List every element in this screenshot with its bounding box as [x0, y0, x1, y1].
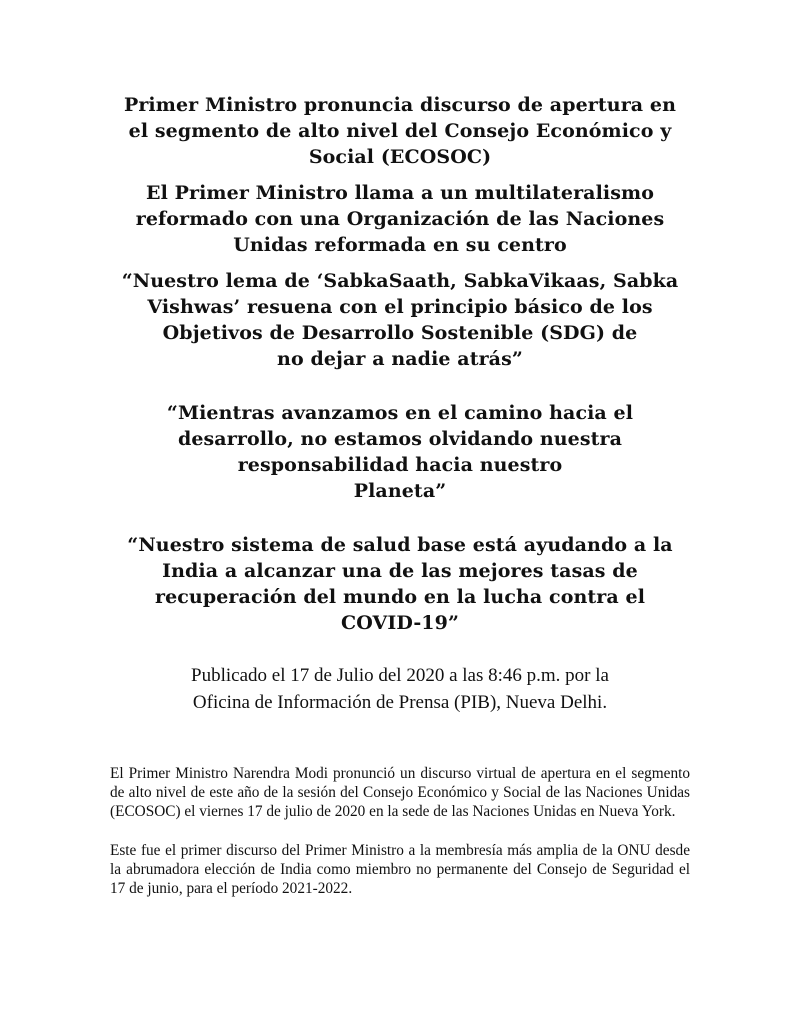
publication-byline: Publicado el 17 de Julio del 2020 a las 8:46 p.m. por la Oficina de Información de Prensa (PIB), Nueva Delhi. [191, 665, 609, 713]
quote-highlight: “Nuestro lema de ‘SabkaSaath, SabkaVikaas, Sabka Vishwas’ resuena con el principio básico de los Objetivos de Desarrollo Sostenible (SDG) de no dejar a nadie atrás” [121, 270, 679, 370]
quote-highlight: “Mientras avanzamos en el camino hacia el desarrollo, no estamos olvidando nuestra responsabilidad hacia nuestro Planeta” [166, 402, 634, 502]
document-subtitle: El Primer Ministro llama a un multilateralismo reformado con una Organización de las Naciones Unidas reformada en su centro [135, 182, 665, 256]
quote-highlight: “Nuestro sistema de salud base está ayudando a la India a alcanzar una de las mejores tasas de recuperación del mundo en la lucha contra el COVID-19” [127, 534, 673, 634]
document-title: Primer Ministro pronuncia discurso de apertura en el segmento de alto nivel del Consejo Económico y Social (ECOSOC) [123, 94, 677, 168]
body-paragraph: Este fue el primer discurso del Primer Ministro a la membresía más amplia de la ONU desde la abrumadora elección de India como miembro no permanente del Consejo de Seguridad el 17 de junio, para el período 2021-2022. [110, 842, 690, 897]
body-paragraph: El Primer Ministro Narendra Modi pronunció un discurso virtual de apertura en el segmento de alto nivel de este año de la sesión del Consejo Económico y Social de las Naciones Unidas (ECOSOC) el viernes 17 de julio de 2020 en la sede de las Naciones Unidas en Nueva York. [110, 765, 690, 820]
